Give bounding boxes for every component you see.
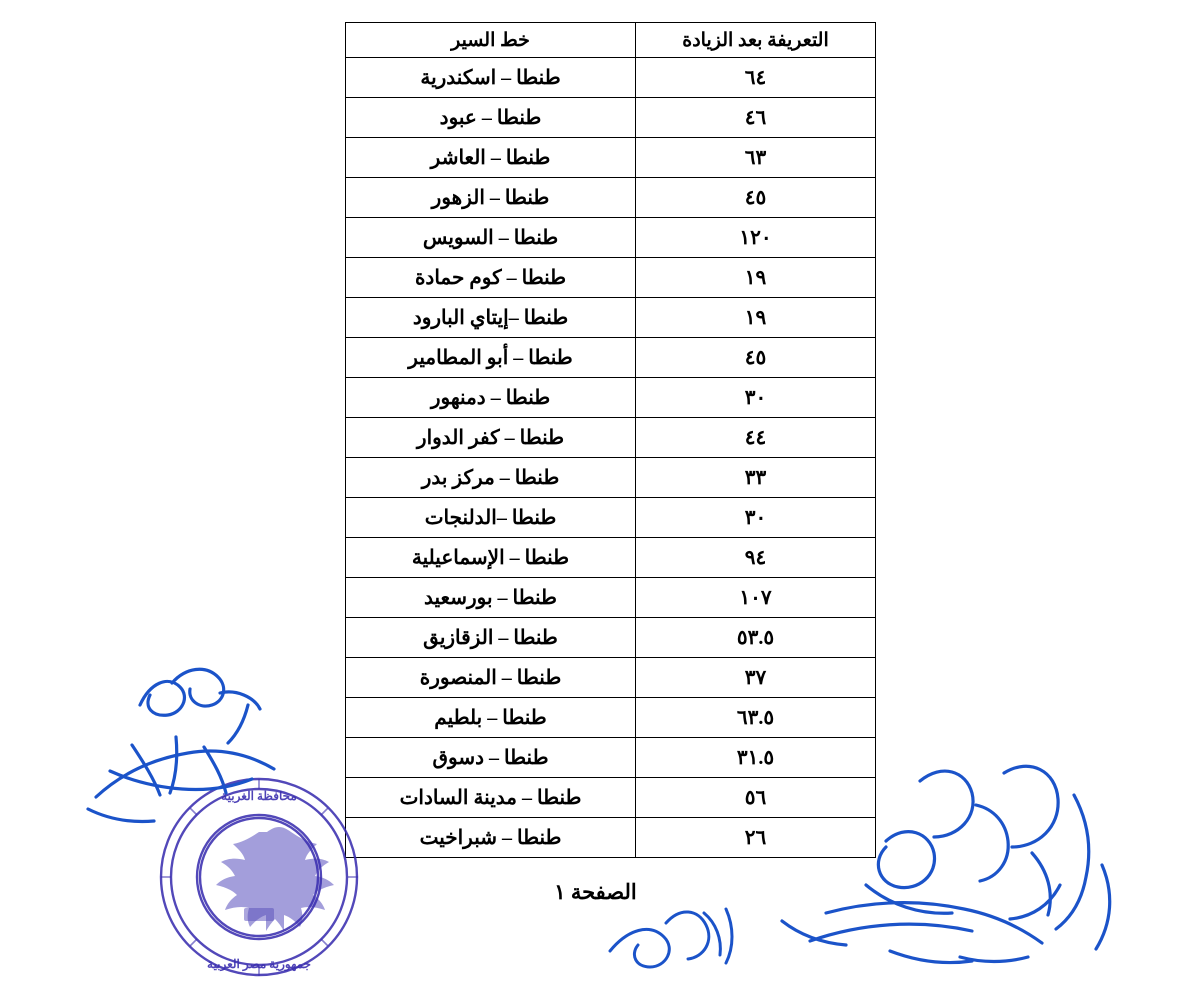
- table-row: [346, 538, 876, 578]
- cell-fare: ٦٤: [636, 58, 876, 98]
- cell-route: طنطا –الدلنجات: [346, 498, 636, 538]
- cell-route: طنطا –إيتاي البارود: [346, 298, 636, 338]
- cell-fare: ٤٥: [636, 178, 876, 218]
- table-row: [346, 218, 876, 258]
- cell-route: طنطا – أبو المطامير: [346, 338, 636, 378]
- cell-fare: ٢٦: [636, 818, 876, 858]
- tariff-table-container: [346, 22, 876, 858]
- page-number-text: الصفحة ١: [554, 880, 637, 904]
- cell-route: طنطا – الإسماعيلية: [346, 538, 636, 578]
- table-row: [346, 138, 876, 178]
- table-row: [346, 258, 876, 298]
- cell-fare: ٣١.٥: [636, 738, 876, 778]
- column-header-route: خط السير: [346, 23, 636, 58]
- cell-route: طنطا – كوم حمادة: [346, 258, 636, 298]
- table-row: [346, 338, 876, 378]
- cell-route: طنطا – عبود: [346, 98, 636, 138]
- table-row: [346, 778, 876, 818]
- cell-fare: ٤٤: [636, 418, 876, 458]
- cell-route: طنطا – شبراخيت: [346, 818, 636, 858]
- cell-fare: ٩٤: [636, 538, 876, 578]
- cell-route: طنطا – السويس: [346, 218, 636, 258]
- cell-fare: ١٩: [636, 258, 876, 298]
- stamp-bottom-text: جمهورية مصر العربية: [207, 957, 311, 971]
- cell-route: طنطا – مدينة السادات: [346, 778, 636, 818]
- tariff-table: [345, 22, 876, 858]
- table-row: [346, 378, 876, 418]
- table-row: [346, 658, 876, 698]
- cell-fare: ٤٦: [636, 98, 876, 138]
- cell-fare: ٣٠: [636, 378, 876, 418]
- cell-route: طنطا – بلطيم: [346, 698, 636, 738]
- cell-route: طنطا – كفر الدوار: [346, 418, 636, 458]
- cell-route: طنطا – دمنهور: [346, 378, 636, 418]
- cell-fare: ٣٠: [636, 498, 876, 538]
- cell-fare: ١٩: [636, 298, 876, 338]
- table-row: [346, 738, 876, 778]
- signature-center: [600, 895, 750, 975]
- table-row: [346, 178, 876, 218]
- table-row: [346, 298, 876, 338]
- cell-route: طنطا – الزقازيق: [346, 618, 636, 658]
- cell-route: طنطا – العاشر: [346, 138, 636, 178]
- cell-fare: ٦٣: [636, 138, 876, 178]
- cell-fare: ٣٧: [636, 658, 876, 698]
- cell-fare: ٦٣.٥: [636, 698, 876, 738]
- table-row: [346, 418, 876, 458]
- cell-route: طنطا – دسوق: [346, 738, 636, 778]
- table-row: [346, 698, 876, 738]
- cell-route: طنطا – اسكندرية: [346, 58, 636, 98]
- column-header-fare: التعريفة بعد الزيادة: [636, 23, 876, 58]
- table-row: [346, 458, 876, 498]
- table-row: [346, 818, 876, 858]
- cell-fare: ٣٣: [636, 458, 876, 498]
- cell-fare: ٤٥: [636, 338, 876, 378]
- table-row: [346, 618, 876, 658]
- cell-route: طنطا – بورسعيد: [346, 578, 636, 618]
- cell-fare: ١٠٧: [636, 578, 876, 618]
- cell-fare: ٥٣.٥: [636, 618, 876, 658]
- table-row: [346, 498, 876, 538]
- cell-route: طنطا – المنصورة: [346, 658, 636, 698]
- table-row: [346, 578, 876, 618]
- official-stamp: [152, 770, 367, 985]
- table-row: [346, 98, 876, 138]
- cell-route: طنطا – الزهور: [346, 178, 636, 218]
- cell-route: طنطا – مركز بدر: [346, 458, 636, 498]
- table-header-row: [346, 23, 876, 58]
- cell-fare: ١٢٠: [636, 218, 876, 258]
- table-body: [346, 58, 876, 858]
- cell-fare: ٥٦: [636, 778, 876, 818]
- table-row: [346, 58, 876, 98]
- stamp-top-text: محافظة الغربية: [221, 789, 297, 803]
